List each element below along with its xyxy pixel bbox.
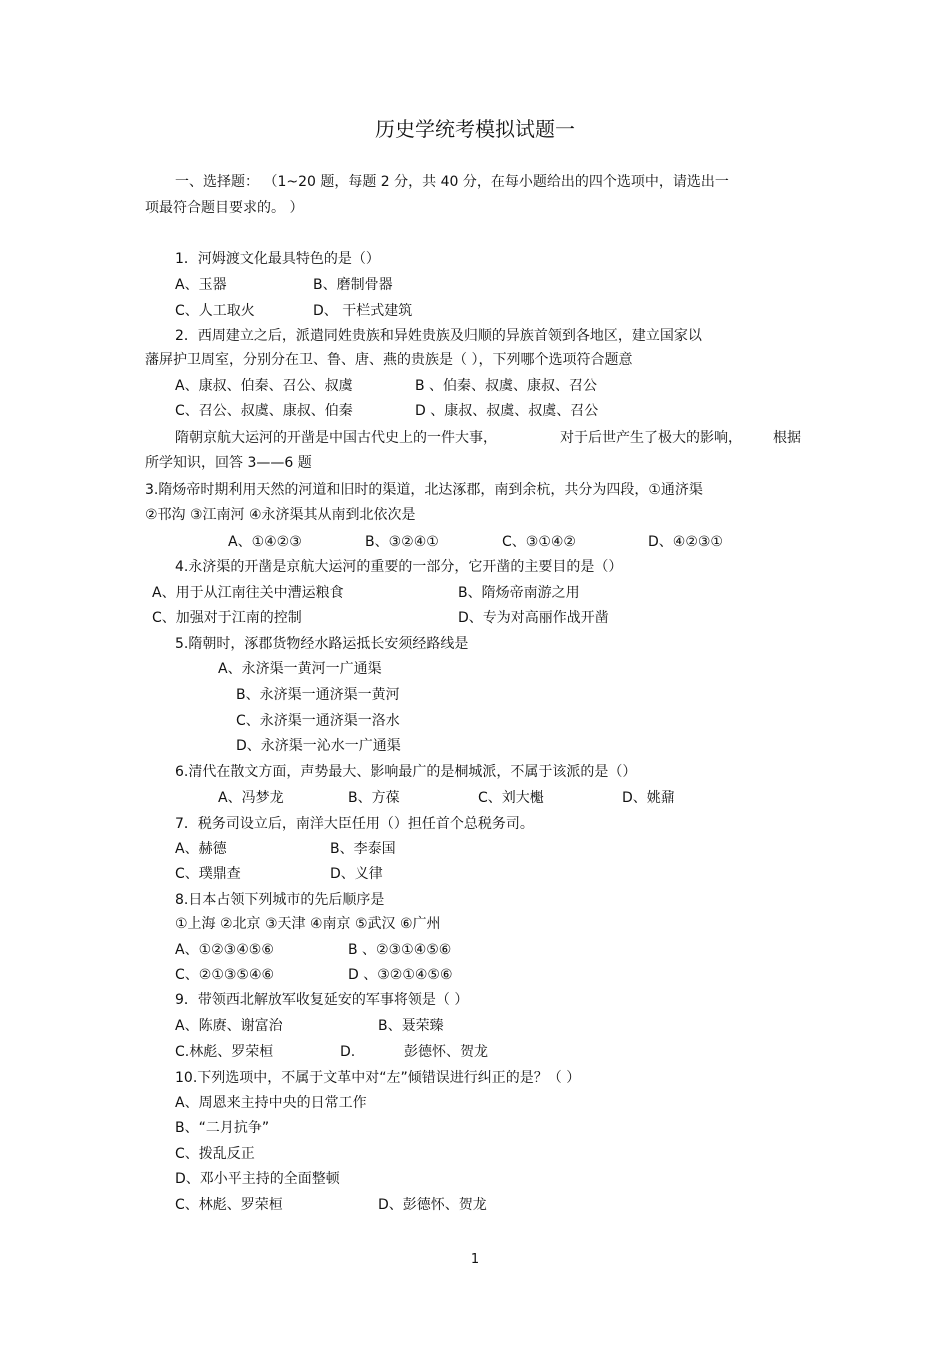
option: C.林彪、罗荣桓 xyxy=(175,1044,274,1060)
option: C、刘大櫆 xyxy=(478,790,544,806)
option: B 、伯秦、叔虞、康叔、召公 xyxy=(415,378,598,394)
option: D、 干栏式建筑 xyxy=(313,303,413,319)
passage-line1-a: 隋朝京航大运河的开凿是中国古代史上的一件大事， xyxy=(175,430,497,446)
option: A、陈赓、谢富治 xyxy=(175,1018,283,1034)
option: B、方葆 xyxy=(348,790,400,806)
section-heading-line2: 项最符合题目要求的。 ） xyxy=(145,200,304,216)
option: C、②①③⑤④⑥ xyxy=(175,967,275,983)
option: D、姚鼐 xyxy=(622,790,675,806)
option: B、“二月抗争” xyxy=(175,1120,270,1136)
option: A、冯梦龙 xyxy=(218,790,284,806)
option: A、赫德 xyxy=(175,841,227,857)
option: B 、②③①④⑤⑥ xyxy=(348,942,452,958)
option: D、专为对高丽作战开凿 xyxy=(458,610,609,626)
option: C、璞鼎查 xyxy=(175,866,241,882)
question-7: 7．税务司设立后，南洋大臣任用（）担任首个总税务司。 xyxy=(175,816,534,832)
option: B、永济渠一通济渠一黄河 xyxy=(236,687,400,703)
option: A、玉器 xyxy=(175,277,227,293)
question-8-items: ①上海 ②北京 ③天津 ④南京 ⑤武汉 ⑥广州 xyxy=(175,916,441,932)
option: D、彭德怀、贺龙 xyxy=(378,1197,487,1213)
passage-line1-b: 对于后世产生了极大的影响， xyxy=(560,430,742,446)
question-9: 9．带领西北解放军收复延安的军事将领是（ ） xyxy=(175,992,469,1008)
question-1: 1．河姆渡文化最具特色的是（） xyxy=(175,251,380,267)
page-number: 1 xyxy=(470,1252,480,1267)
page-title: 历史学统考模拟试题一 xyxy=(375,117,575,141)
option: A、周恩来主持中央的日常工作 xyxy=(175,1095,367,1111)
option: A、永济渠一黄河一广通渠 xyxy=(218,661,382,677)
question-10: 10.下列选项中，不属于文革中对“左”倾错误进行纠正的是？（ ） xyxy=(175,1070,581,1086)
question-2-line1: 2．西周建立之后，派遣同姓贵族和异姓贵族及归顺的异族首领到各地区，建立国家以 xyxy=(175,328,702,344)
option: D 、康叔、叔虞、叔虞、召公 xyxy=(415,403,599,419)
passage-line1-c: 根据 xyxy=(773,430,801,446)
option: C、林彪、罗荣桓 xyxy=(175,1197,283,1213)
option: A、用于从江南往关中漕运粮食 xyxy=(152,585,344,601)
option: C、召公、叔虞、康叔、伯秦 xyxy=(175,403,353,419)
question-5: 5.隋朝时，涿郡货物经水路运抵长安须经路线是 xyxy=(175,636,469,652)
option: C、永济渠一通济渠一洛水 xyxy=(236,713,400,729)
option: A、康叔、伯秦、召公、叔虞 xyxy=(175,378,353,394)
option: B、③②④① xyxy=(365,534,439,550)
section-heading-line1: 一、选择题： （1~20 题，每题 2 分，共 40 分，在每小题给出的四个选项中，请选出一 xyxy=(175,174,729,190)
option: D 、③②①④⑤⑥ xyxy=(348,967,453,983)
option: D、④②③① xyxy=(648,534,723,550)
option: C、加强对于江南的控制 xyxy=(152,610,302,626)
option: D、义律 xyxy=(330,866,383,882)
question-8: 8.日本占领下列城市的先后顺序是 xyxy=(175,892,385,908)
question-3-line2: ②邗沟 ③江南河 ④永济渠其从南到北依次是 xyxy=(145,507,416,523)
passage-line2: 所学知识，回答 3——6 题 xyxy=(145,455,312,471)
option: D、永济渠一沁水一广通渠 xyxy=(236,738,401,754)
option: B、聂荣臻 xyxy=(378,1018,444,1034)
option: 彭德怀、贺龙 xyxy=(404,1044,488,1060)
option: C、人工取火 xyxy=(175,303,255,319)
option: C、③①④② xyxy=(502,534,576,550)
option: B、隋炀帝南游之用 xyxy=(458,585,580,601)
option: D、邓小平主持的全面整顿 xyxy=(175,1171,340,1187)
option: A、①②③④⑤⑥ xyxy=(175,942,274,958)
option: B、李泰国 xyxy=(330,841,396,857)
question-4: 4.永济渠的开凿是京航大运河的重要的一部分，它开凿的主要目的是（） xyxy=(175,559,623,575)
question-6: 6.清代在散文方面，声势最大、影响最广的是桐城派，不属于该派的是（） xyxy=(175,764,637,780)
option: C、拨乱反正 xyxy=(175,1146,255,1162)
option: B、磨制骨器 xyxy=(313,277,393,293)
question-2-line2: 藩屏护卫周室，分别分在卫、鲁、唐、燕的贵族是（ ），下列哪个选项符合题意 xyxy=(145,352,633,368)
question-3-line1: 3.隋炀帝时期利用天然的河道和旧时的渠道，北达涿郡，南到余杭，共分为四段，①通济渠 xyxy=(145,482,703,498)
option: A、①④②③ xyxy=(228,534,302,550)
option-letter: D. xyxy=(340,1044,356,1060)
